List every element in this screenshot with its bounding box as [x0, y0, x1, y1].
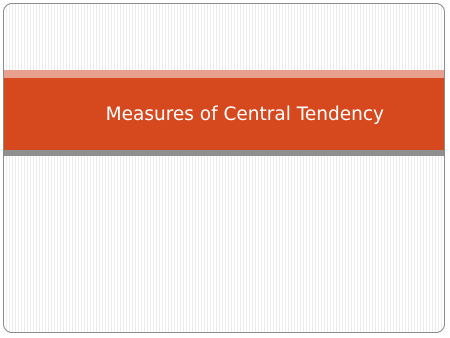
- title-band: [4, 78, 444, 150]
- slide: [3, 3, 445, 333]
- title-band-top-accent: [4, 70, 444, 78]
- slide-title: Measures of Central Tendency: [105, 103, 384, 125]
- title-band-bottom-accent: [4, 150, 444, 156]
